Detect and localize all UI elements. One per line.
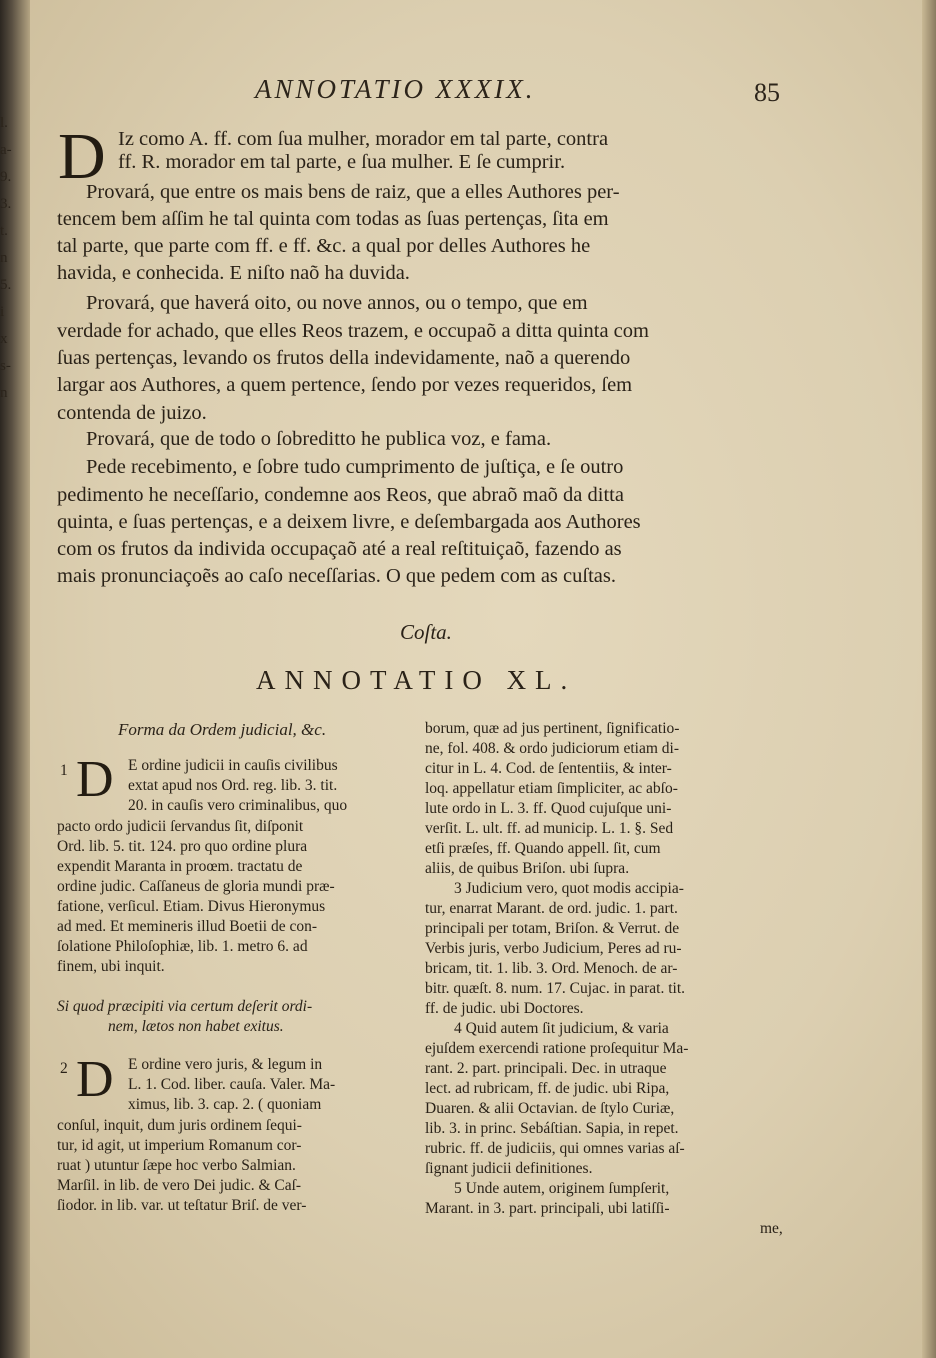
column-line: borum, quæ ad jus pertinent, ſignificatio- [425,720,680,737]
column-line: fatione, verſicul. Etiam. Divus Hieronymus [57,898,326,915]
column-line: etſi præſes, ff. Quando appell. ſit, cum [425,840,661,857]
body-line: com os frutos da individa occupaçaõ até a real reſtituiçaõ, fazendo as [57,538,622,560]
prev-edge-fragment: n [0,250,8,266]
body-line: Iz como A. ff. com ſua mulher, morador em tal parte, contra [118,128,609,150]
body-line: Provará, que haverá oito, ou nove annos, ou o tempo, que em [86,292,588,314]
column-line: ſignant judicii definitiones. [425,1160,593,1177]
column-line: expendit Maranta in proœm. tractatu de [57,858,303,875]
section-title: ANNOTATIO XL. [256,665,577,695]
prev-edge-fragment: 3. [0,196,12,212]
column-line: 4 Quid autem ſit judicium, & varia [454,1020,669,1037]
page-right-edge [922,0,936,1358]
body-line: ſuas pertenças, levando os frutos della indevidamente, naõ a querendo [57,347,631,369]
page-number: 85 [754,78,780,107]
column-line: ſolatione Philoſophiæ, lib. 1. metro 6. ad [57,938,308,955]
column-line: lib. 3. in princ. Sebáſtian. Sapia, in repet. [425,1120,679,1137]
body-line: ff. R. morador em tal parte, e ſua mulher. E ſe cumprir. [118,151,566,173]
column-line: ordine judic. Caſſaneus de gloria mundi præ- [57,878,335,895]
column-line: 3 Judicium vero, quot modis accipia- [454,880,684,897]
column-line: citur in L. 4. Cod. de ſententiis, & inter- [425,760,672,777]
body-line: Pede recebimento, e ſobre tudo cumprimento de juſtiça, e ſe outro [86,456,624,478]
column-line: ximus, lib. 3. cap. 2. ( quoniam [128,1096,322,1113]
column-line: tur, enarrat Marant. de ord. judic. 1. part. [425,900,678,917]
column-line: aliis, de quibus Briſon. ubi ſupra. [425,860,630,877]
running-head-title: ANNOTATIO XXXIX. [255,74,536,104]
verse-quote-line: Si quod præcipiti via certum deſerit ordi- [57,998,313,1015]
column-line: ff. de judic. ubi Doctores. [425,1000,584,1017]
column-line: pacto ordo judicii ſervandus ſit, diſponit [57,818,304,835]
column-line: Marant. in 3. part. principali, ubi latiſſi- [425,1200,670,1217]
drop-cap: D [76,1051,114,1108]
column-line: ne, fol. 408. & ordo judiciorum etiam di- [425,740,679,757]
prev-edge-fragment: a- [0,142,12,158]
body-line: pedimento he neceſſario, condemne aos Reos, que abraõ maõ da ditta [57,484,624,506]
body-line: tal parte, que parte com ff. e ff. &c. a qual por delles Authores he [57,235,591,257]
column-line: E ordine judicii in cauſis civilibus [128,757,338,774]
previous-page-edge [0,110,16,407]
prev-edge-fragment: s- [0,358,11,374]
column-line: rant. 2. part. principali. Dec. in utraque [425,1060,667,1077]
prev-edge-fragment: 9. [0,169,12,185]
body-line: Provará, que entre os mais bens de raiz, que a elles Authores per- [86,181,620,203]
column-line: bricam, tit. 1. lib. 3. Ord. Menoch. de ar- [425,960,678,977]
column-line: E ordine vero juris, & legum in [128,1056,323,1073]
body-line: tencem bem aſſim he tal quinta com todas as ſuas pertenças, ſita em [57,208,609,230]
body-line: largar aos Authores, a quem pertence, ſendo por vezes requeridos, ſem [57,374,633,396]
drop-cap: D [76,751,114,808]
prev-edge-fragment: i [0,304,5,320]
column-line: principali per totam, Briſon. & Verrut. de [425,920,680,937]
column-line: Verbis juris, verbo Judicium, Peres ad ru- [425,940,682,957]
column-line: ad med. Et memineris illud Boetii de con- [57,918,317,935]
prev-edge-fragment: x [0,331,8,347]
column-line: Ord. lib. 5. tit. 124. pro quo ordine plura [57,838,308,855]
prev-edge-fragment: 5. [0,277,12,293]
body-line: contenda de juizo. [57,402,207,424]
body-line: havida, e conhecida. E niſto naõ ha duvida. [57,262,410,284]
column-line: Marſil. in lib. de vero Dei judic. & Caſ- [57,1177,302,1194]
column-line: loq. appellatur etiam ſimpliciter, ac abſo- [425,780,678,797]
paragraph-number: 1 [60,762,68,779]
drop-cap: D [58,120,106,193]
column-line: bitr. quæſt. 8. num. 17. Cujac. in parat. tit. [425,980,686,997]
body-line: mais pronunciaçoẽs ao caſo neceſſarias. O que pedem com as cuſtas. [57,565,616,587]
column-line: me, [760,1220,783,1237]
column-line: ſiodor. in lib. var. ut teſtatur Briſ. de ver- [57,1197,307,1214]
column-line: rubric. ff. de judiciis, qui omnes varias aſ- [425,1140,685,1157]
column-line: ruat ) utuntur ſæpe hoc verbo Salmian. [57,1157,296,1174]
column-line: tur, id agit, ut imperium Romanum cor- [57,1137,302,1154]
body-line: Provará, que de todo o ſobreditto he publica voz, e fama. [86,428,552,450]
column-line: lect. ad rubricam, ff. de judic. ubi Ripa, [425,1080,670,1097]
column-line: lute ordo in L. 3. ff. Quod cujuſque uni- [425,800,672,817]
column-heading: Forma da Ordem judicial, &c. [118,720,327,739]
column-line: 5 Unde autem, originem ſumpſerit, [454,1180,670,1197]
column-line: conſul, inquit, dum juris ordinem ſequi- [57,1117,302,1134]
column-line: L. 1. Cod. liber. cauſa. Valer. Ma- [128,1076,336,1093]
body-line: quinta, e ſuas pertenças, e a deixem livre, e deſembargada aos Authores [57,511,641,533]
verse-quote-line: nem, lætos non habet exitus. [108,1018,284,1035]
column-line: finem, ubi inquit. [57,958,165,975]
body-line: verdade for achado, que elles Reos trazem, e occupaõ a ditta quinta com [57,320,649,342]
paragraph-number: 2 [60,1060,68,1077]
prev-edge-fragment: t. [0,223,8,239]
signature: Coſta. [400,620,452,644]
column-divider [413,712,414,1242]
prev-edge-fragment: l. [0,115,8,131]
column-line: extat apud nos Ord. reg. lib. 3. tit. [128,777,338,794]
column-line: Duaren. & alii Octavian. de ſtylo Curiæ, [425,1100,675,1117]
prev-edge-fragment: n [0,385,8,401]
column-line: ejuſdem exercendi ratione proſequitur Ma- [425,1040,689,1057]
column-line: 20. in cauſis vero criminalibus, quo [128,797,348,814]
column-line: verſit. L. ult. ff. ad municip. L. 1. §. Sed [425,820,674,837]
